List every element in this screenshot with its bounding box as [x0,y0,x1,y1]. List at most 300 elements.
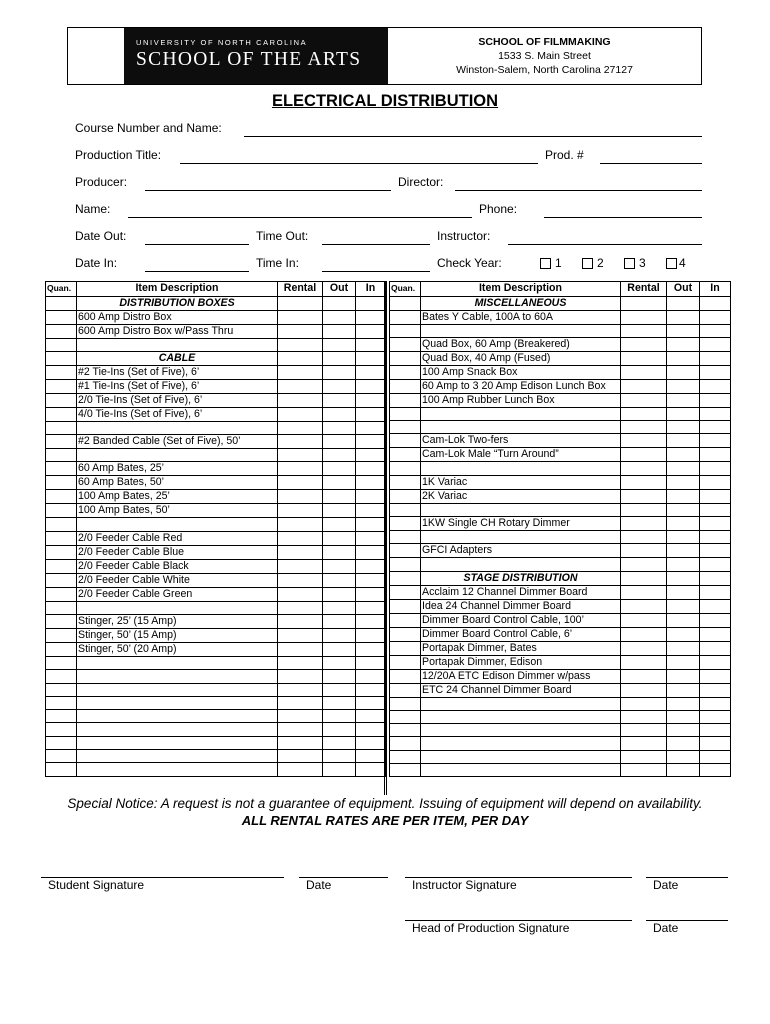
in-cell[interactable] [700,530,731,543]
rental-cell[interactable] [621,683,667,697]
rental-cell[interactable] [278,628,323,642]
quan-cell[interactable] [390,516,421,530]
time-out-field[interactable] [322,244,430,245]
quan-cell[interactable] [46,559,77,573]
rental-cell[interactable] [278,407,323,421]
in-cell[interactable] [356,656,386,669]
quan-cell[interactable] [46,573,77,587]
out-cell[interactable] [323,642,356,656]
out-cell[interactable] [667,421,700,434]
rental-cell[interactable] [278,614,323,628]
rental-cell[interactable] [278,379,323,393]
quan-cell[interactable] [390,571,421,585]
quan-cell[interactable] [46,393,77,407]
out-cell[interactable] [323,736,356,749]
rental-cell[interactable] [278,670,323,683]
rental-cell[interactable] [278,324,323,338]
rental-cell[interactable] [621,337,667,351]
out-cell[interactable] [667,627,700,641]
quan-cell[interactable] [390,421,421,434]
out-cell[interactable] [323,710,356,723]
out-cell[interactable] [323,628,356,642]
out-cell[interactable] [667,337,700,351]
rental-cell[interactable] [278,683,323,696]
in-cell[interactable] [356,763,386,776]
in-cell[interactable] [356,338,386,351]
rental-cell[interactable] [621,764,667,777]
rental-cell[interactable] [621,489,667,503]
in-cell[interactable] [700,683,731,697]
out-cell[interactable] [323,351,356,365]
out-cell[interactable] [667,310,700,324]
out-cell[interactable] [323,449,356,462]
in-cell[interactable] [700,296,731,310]
table-divider [384,281,387,795]
in-cell[interactable] [356,531,386,545]
quan-cell[interactable] [46,683,77,696]
in-cell[interactable] [356,324,386,338]
in-cell[interactable] [356,379,386,393]
table-row [46,324,386,338]
in-cell[interactable] [700,516,731,530]
quan-cell[interactable] [46,449,77,462]
in-cell[interactable] [356,407,386,421]
quan-cell[interactable] [46,365,77,379]
rental-cell[interactable] [278,587,323,601]
out-cell[interactable] [667,393,700,407]
rental-cell[interactable] [621,421,667,434]
in-cell[interactable] [356,750,386,763]
out-cell[interactable] [323,490,356,504]
rental-cell[interactable] [278,462,323,476]
quan-cell[interactable] [390,697,421,710]
quan-cell[interactable] [390,530,421,543]
quan-cell[interactable] [46,696,77,709]
quan-cell[interactable] [390,462,421,475]
out-cell[interactable] [323,504,356,518]
quan-cell[interactable] [390,503,421,516]
out-cell[interactable] [667,599,700,613]
rental-cell[interactable] [278,656,323,669]
quan-cell[interactable] [390,365,421,379]
in-cell[interactable] [700,324,731,337]
in-cell[interactable] [356,642,386,656]
out-cell[interactable] [323,393,356,407]
out-cell[interactable] [667,365,700,379]
year-4-checkbox[interactable] [666,258,677,269]
in-cell[interactable] [700,627,731,641]
out-cell[interactable] [667,324,700,337]
out-cell[interactable] [323,763,356,776]
out-cell[interactable] [667,669,700,683]
rental-cell[interactable] [621,724,667,737]
quan-cell[interactable] [46,531,77,545]
quan-cell[interactable] [390,407,421,420]
out-cell[interactable] [323,683,356,696]
in-cell[interactable] [356,490,386,504]
rental-cell[interactable] [621,627,667,641]
rental-cell[interactable] [278,559,323,573]
quan-cell[interactable] [390,337,421,351]
rental-cell[interactable] [278,545,323,559]
out-cell[interactable] [667,448,700,462]
out-cell[interactable] [667,475,700,489]
out-cell[interactable] [323,462,356,476]
quan-cell[interactable] [46,462,77,476]
quan-cell[interactable] [390,641,421,655]
in-cell[interactable] [700,641,731,655]
in-cell[interactable] [700,393,731,407]
out-cell[interactable] [667,544,700,558]
rental-cell[interactable] [621,310,667,324]
out-cell[interactable] [667,764,700,777]
quan-cell[interactable] [390,434,421,448]
out-cell[interactable] [667,710,700,723]
quan-cell[interactable] [46,407,77,421]
out-cell[interactable] [323,670,356,683]
out-cell[interactable] [667,750,700,763]
quan-cell[interactable] [46,338,77,351]
quan-cell[interactable] [46,421,77,434]
in-cell[interactable] [700,407,731,420]
rental-cell[interactable] [621,750,667,763]
rental-cell[interactable] [621,462,667,475]
quan-cell[interactable] [46,750,77,763]
rental-cell[interactable] [278,490,323,504]
out-cell[interactable] [667,585,700,599]
rental-cell[interactable] [621,365,667,379]
quan-cell[interactable] [390,599,421,613]
in-cell[interactable] [700,724,731,737]
in-cell[interactable] [356,736,386,749]
in-cell[interactable] [356,365,386,379]
in-cell[interactable] [700,475,731,489]
in-cell[interactable] [700,558,731,571]
quan-cell[interactable] [46,324,77,338]
quan-cell[interactable] [390,750,421,763]
quan-cell[interactable] [46,504,77,518]
time-in-field[interactable] [322,271,430,272]
quan-cell[interactable] [46,476,77,490]
out-cell[interactable] [667,655,700,669]
out-cell[interactable] [667,503,700,516]
out-cell[interactable] [667,296,700,310]
quan-cell[interactable] [46,587,77,601]
out-cell[interactable] [323,545,356,559]
rental-cell[interactable] [621,475,667,489]
quan-cell[interactable] [390,324,421,337]
quan-cell[interactable] [390,296,421,310]
rental-cell[interactable] [621,544,667,558]
rental-cell[interactable] [278,504,323,518]
producer-field[interactable] [145,190,391,191]
quan-cell[interactable] [46,710,77,723]
quan-cell[interactable] [390,379,421,393]
in-cell[interactable] [700,669,731,683]
in-cell[interactable] [700,764,731,777]
rental-cell[interactable] [621,379,667,393]
rental-cell[interactable] [621,669,667,683]
in-cell[interactable] [700,310,731,324]
in-cell[interactable] [700,462,731,475]
rental-cell[interactable] [621,655,667,669]
in-cell[interactable] [700,585,731,599]
rental-cell[interactable] [621,351,667,365]
out-cell[interactable] [323,656,356,669]
out-cell[interactable] [667,462,700,475]
in-cell[interactable] [356,696,386,709]
rental-cell[interactable] [278,421,323,434]
rental-cell[interactable] [621,558,667,571]
year-2-checkbox[interactable] [582,258,593,269]
out-cell[interactable] [667,613,700,627]
quan-cell[interactable] [46,670,77,683]
in-cell[interactable] [356,614,386,628]
rental-cell[interactable] [278,518,323,531]
in-cell[interactable] [356,723,386,736]
rental-cell[interactable] [278,750,323,763]
in-cell[interactable] [356,462,386,476]
out-cell[interactable] [667,489,700,503]
quan-cell[interactable] [390,558,421,571]
rental-cell[interactable] [621,641,667,655]
out-cell[interactable] [323,324,356,338]
out-cell[interactable] [667,516,700,530]
out-cell[interactable] [667,379,700,393]
in-cell[interactable] [356,559,386,573]
in-cell[interactable] [356,449,386,462]
quan-cell[interactable] [390,393,421,407]
quan-cell[interactable] [390,489,421,503]
rental-cell[interactable] [621,530,667,543]
rental-cell[interactable] [278,573,323,587]
quan-cell[interactable] [390,448,421,462]
rental-cell[interactable] [278,723,323,736]
out-cell[interactable] [323,601,356,614]
course-field[interactable] [244,136,702,137]
quan-cell[interactable] [46,435,77,449]
rental-cell[interactable] [278,310,323,324]
quan-cell[interactable] [390,544,421,558]
quan-cell[interactable] [390,724,421,737]
rental-cell[interactable] [278,351,323,365]
in-cell[interactable] [700,613,731,627]
out-cell[interactable] [323,723,356,736]
rental-cell[interactable] [278,763,323,776]
rental-cell[interactable] [621,434,667,448]
rental-cell[interactable] [278,710,323,723]
in-cell[interactable] [700,365,731,379]
rental-cell[interactable] [621,599,667,613]
in-cell[interactable] [700,655,731,669]
year-3-checkbox[interactable] [624,258,635,269]
in-cell[interactable] [700,379,731,393]
in-cell[interactable] [356,518,386,531]
rental-cell[interactable] [621,516,667,530]
in-cell[interactable] [700,750,731,763]
in-cell[interactable] [356,628,386,642]
rental-cell[interactable] [621,613,667,627]
out-cell[interactable] [323,531,356,545]
in-cell[interactable] [700,448,731,462]
quan-cell[interactable] [46,379,77,393]
rental-cell[interactable] [278,696,323,709]
year-1-checkbox[interactable] [540,258,551,269]
out-cell[interactable] [323,365,356,379]
out-cell[interactable] [667,641,700,655]
out-cell[interactable] [667,683,700,697]
in-cell[interactable] [700,421,731,434]
quan-cell[interactable] [46,763,77,776]
in-cell[interactable] [356,421,386,434]
production-title-field[interactable] [180,163,538,164]
rental-cell[interactable] [278,736,323,749]
out-cell[interactable] [323,614,356,628]
quan-cell[interactable] [390,613,421,627]
out-cell[interactable] [323,421,356,434]
rental-cell[interactable] [621,296,667,310]
rental-cell[interactable] [621,503,667,516]
quan-cell[interactable] [390,683,421,697]
rental-cell[interactable] [621,407,667,420]
out-cell[interactable] [323,435,356,449]
rental-cell[interactable] [278,365,323,379]
in-cell[interactable] [700,351,731,365]
quan-cell[interactable] [46,601,77,614]
quan-cell[interactable] [46,490,77,504]
phone-field[interactable] [544,217,702,218]
rental-cell[interactable] [278,476,323,490]
rental-cell[interactable] [621,585,667,599]
in-cell[interactable] [356,587,386,601]
rental-cell[interactable] [278,531,323,545]
quan-cell[interactable] [390,655,421,669]
quan-cell[interactable] [46,351,77,365]
out-cell[interactable] [323,587,356,601]
out-cell[interactable] [667,571,700,585]
rental-cell[interactable] [621,697,667,710]
rental-cell[interactable] [278,435,323,449]
date-out-field[interactable] [145,244,249,245]
in-cell[interactable] [356,351,386,365]
table-row [46,296,386,310]
rental-cell[interactable] [278,296,323,310]
quan-cell[interactable] [46,736,77,749]
rental-cell[interactable] [278,338,323,351]
out-cell[interactable] [323,379,356,393]
in-cell[interactable] [700,337,731,351]
quan-cell[interactable] [46,642,77,656]
out-cell[interactable] [667,351,700,365]
out-cell[interactable] [667,558,700,571]
name-field[interactable] [128,217,472,218]
out-cell[interactable] [667,530,700,543]
quan-cell[interactable] [390,310,421,324]
out-cell[interactable] [323,476,356,490]
quan-cell[interactable] [390,351,421,365]
in-cell[interactable] [700,503,731,516]
in-cell[interactable] [700,544,731,558]
quan-cell[interactable] [46,545,77,559]
rental-cell[interactable] [278,393,323,407]
out-cell[interactable] [323,573,356,587]
in-cell[interactable] [700,697,731,710]
out-cell[interactable] [667,434,700,448]
quan-cell[interactable] [390,737,421,750]
quan-cell[interactable] [390,627,421,641]
out-cell[interactable] [323,518,356,531]
quan-cell[interactable] [46,723,77,736]
quan-cell[interactable] [46,656,77,669]
in-cell[interactable] [356,504,386,518]
in-cell[interactable] [356,393,386,407]
rental-cell[interactable] [278,601,323,614]
in-cell[interactable] [356,670,386,683]
quan-cell[interactable] [46,628,77,642]
rental-cell[interactable] [278,642,323,656]
in-cell[interactable] [356,476,386,490]
quan-cell[interactable] [390,585,421,599]
rental-cell[interactable] [621,393,667,407]
quan-cell[interactable] [46,518,77,531]
quan-cell[interactable] [390,475,421,489]
in-cell[interactable] [700,599,731,613]
in-cell[interactable] [356,601,386,614]
in-cell[interactable] [700,434,731,448]
out-cell[interactable] [323,310,356,324]
rental-cell[interactable] [621,448,667,462]
instructor-field[interactable] [508,244,702,245]
out-cell[interactable] [667,724,700,737]
rental-cell[interactable] [621,737,667,750]
out-cell[interactable] [667,737,700,750]
in-cell[interactable] [356,296,386,310]
rental-cell[interactable] [621,571,667,585]
in-cell[interactable] [700,737,731,750]
in-cell[interactable] [700,489,731,503]
director-field[interactable] [455,190,702,191]
quan-cell[interactable] [46,614,77,628]
rental-cell[interactable] [278,449,323,462]
in-cell[interactable] [356,545,386,559]
in-cell[interactable] [356,710,386,723]
out-cell[interactable] [323,338,356,351]
quan-cell[interactable] [46,310,77,324]
in-cell[interactable] [356,573,386,587]
out-cell[interactable] [323,559,356,573]
out-cell[interactable] [667,697,700,710]
out-cell[interactable] [667,407,700,420]
out-cell[interactable] [323,750,356,763]
out-cell[interactable] [323,296,356,310]
quan-cell[interactable] [46,296,77,310]
in-cell[interactable] [356,435,386,449]
quan-cell[interactable] [390,710,421,723]
in-cell[interactable] [356,310,386,324]
quan-cell[interactable] [390,764,421,777]
out-cell[interactable] [323,407,356,421]
rental-cell[interactable] [621,324,667,337]
item-description: Bates Y Cable, 100A to 60A [421,310,621,324]
date-in-field[interactable] [145,271,249,272]
in-cell[interactable] [700,710,731,723]
out-cell[interactable] [323,696,356,709]
in-cell[interactable] [356,683,386,696]
quan-cell[interactable] [390,669,421,683]
prod-number-field[interactable] [600,163,702,164]
rental-cell[interactable] [621,710,667,723]
in-cell[interactable] [700,571,731,585]
